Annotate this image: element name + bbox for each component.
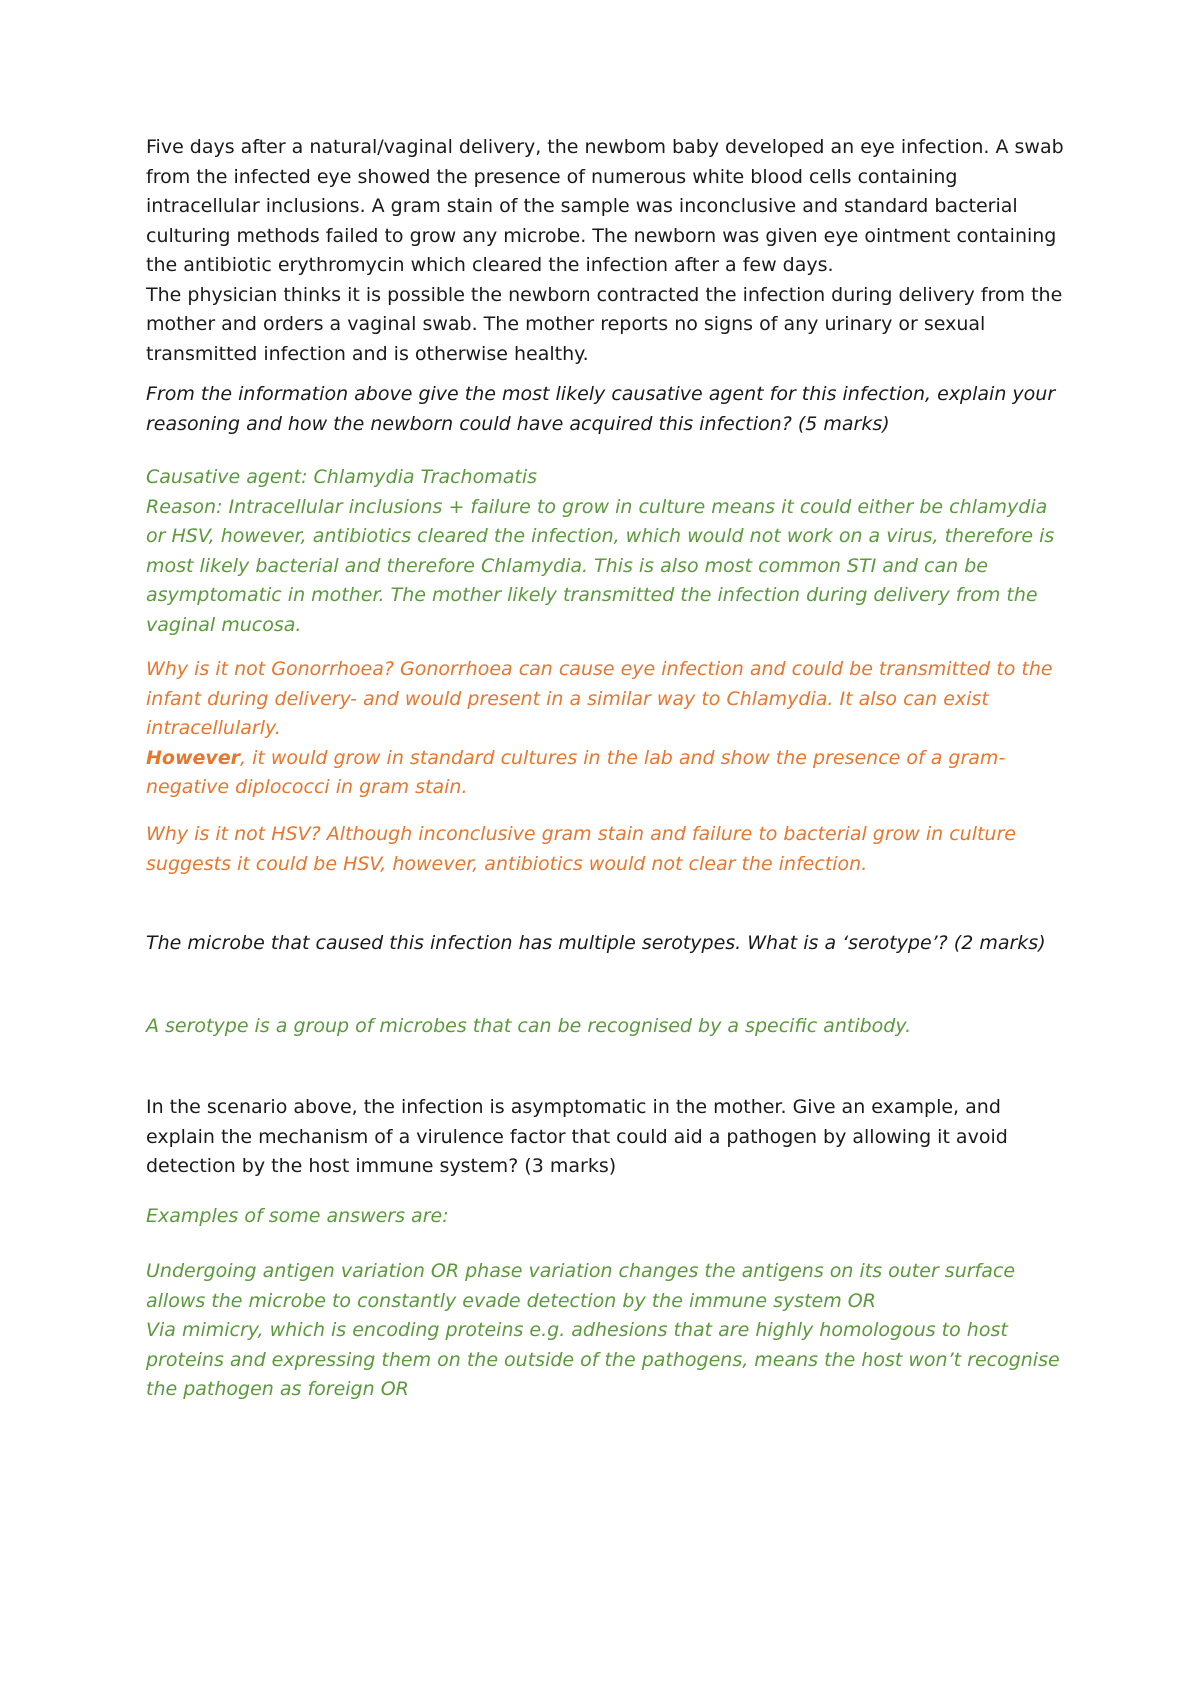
note-however-bold: However <box>146 746 241 769</box>
scenario-paragraph-2: The physician thinks it is possible the newborn contracted the infection during delivery from the mother and orders a vaginal swab. The mother reports no signs of any urinary or sexual transmitted infection and is otherwise healthy. <box>146 283 1063 365</box>
question-1 <box>146 380 1066 439</box>
question-2-answer <box>146 1012 1066 1042</box>
note-gonorrhoea-text: Why is it not Gonorrhoea? Gonorrhoea can cause eye infection and could be transmitted to the infant during delivery- and would present in a similar way to Chlamydia. It also can exist intracellularly. <box>146 658 1053 739</box>
question-3-text: In the scenario above, the infection is asymptomatic in the mother. Give an example, and explain the mechanism of a virulence factor that could aid a pathogen by allowing it avoid detection by the host immune system? (3 marks) <box>146 1096 1008 1177</box>
question-1-answer <box>146 463 1066 640</box>
question-1-text: From the information above give the most likely causative agent for this infection, explain your reasoning and how the newborn could have acquired this infection? (5 marks) <box>146 383 1056 435</box>
note-however-rest: , it would grow in standard cultures in the lab and show the presence of a gram-negative diplococci in gram stain. <box>146 746 1006 798</box>
scenario-text <box>146 133 1066 369</box>
question-3 <box>146 1093 1066 1182</box>
answer-intro: Examples of some answers are: <box>146 1205 449 1227</box>
question-3-answers <box>146 1257 1066 1405</box>
note-hsv-text: Why is it not HSV? Although inconclusive gram stain and failure to bacterial grow in culture suggests it could be HSV, however, antibiotics would not clear the infection. <box>146 823 1016 875</box>
answer-mimicry: Via mimicry, which is encoding proteins e.g. adhesions that are highly homologous to host proteins and expressing them on the outside of the pathogens, means the host won’t recognise the pathogen as foreign OR <box>146 1319 1060 1400</box>
question-2-text: The microbe that caused this infection has multiple serotypes. What is a ‘serotype’? (2 marks) <box>146 932 1046 954</box>
answer-causative-agent: Causative agent: Chlamydia Trachomatis <box>146 466 538 488</box>
note-hsv <box>146 820 1066 879</box>
answer-serotype: A serotype is a group of microbes that can be recognised by a specific antibody. <box>146 1015 912 1037</box>
question-2 <box>146 929 1066 959</box>
answer-reason: Reason: Intracellular inclusions + failure to grow in culture means it could either be chlamydia or HSV, however, antibiotics cleared the infection, which would not work on a virus, therefore is most likely bacterial and therefore Chlamydia. This is also most common STI and can be asymptomatic in mother. The mother likely transmitted the infection during delivery from the vaginal mucosa. <box>146 495 1055 636</box>
question-3-answer-intro <box>146 1202 1066 1232</box>
note-however <box>146 744 1066 803</box>
answer-antigen-variation: Undergoing antigen variation OR phase variation changes the antigens on its outer surface allows the microbe to constantly evade detection by the immune system OR <box>146 1260 1016 1312</box>
note-gonorrhoea <box>146 655 1066 803</box>
scenario-paragraph-1: Five days after a natural/vaginal delivery, the newbom baby developed an eye infection. A swab from the infected eye showed the presence of numerous white blood cells containing intracellular inclusions. A gram stain of the sample was inconclusive and standard bacterial culturing methods failed to grow any microbe. The newborn was given eye ointment containing the antibiotic erythromycin which cleared the infection after a few days. <box>146 136 1064 276</box>
